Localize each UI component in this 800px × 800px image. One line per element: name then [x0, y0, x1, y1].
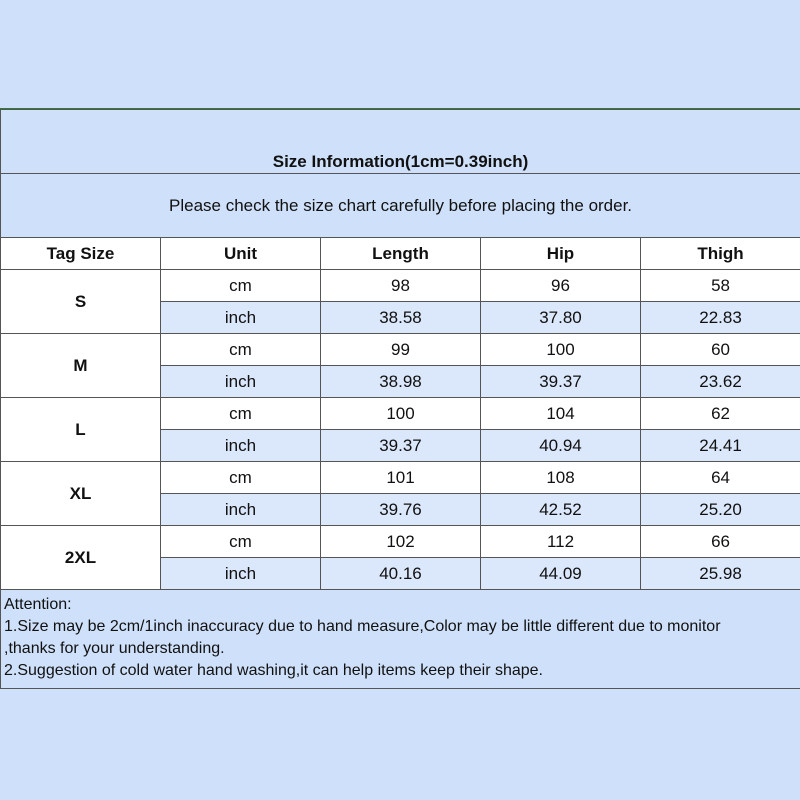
- thigh-cell: 25.20: [641, 494, 800, 526]
- size-tag-cell: M: [1, 334, 161, 398]
- attention-line: 2.Suggestion of cold water hand washing,it can help items keep their shape.: [4, 662, 543, 679]
- length-cell: 101: [321, 462, 481, 494]
- hip-cell: 104: [481, 398, 641, 430]
- thigh-cell: 24.41: [641, 430, 800, 462]
- length-cell: 98: [321, 270, 481, 302]
- notice-text: Please check the size chart carefully before placing the order.: [1, 174, 800, 238]
- size-tag-cell: S: [1, 270, 161, 334]
- unit-cell: inch: [161, 494, 321, 526]
- thigh-cell: 23.62: [641, 366, 800, 398]
- header-row: [1, 238, 800, 270]
- length-cell: 102: [321, 526, 481, 558]
- attention-heading: Attention:: [4, 596, 72, 613]
- hip-cell: 42.52: [481, 494, 641, 526]
- hip-cell: 39.37: [481, 366, 641, 398]
- header-length: Length: [321, 238, 481, 270]
- unit-cell: inch: [161, 430, 321, 462]
- unit-cell: cm: [161, 270, 321, 302]
- length-cell: 39.37: [321, 430, 481, 462]
- chart-title-cell: [1, 110, 800, 174]
- unit-cell: cm: [161, 526, 321, 558]
- unit-cell: inch: [161, 366, 321, 398]
- unit-cell: cm: [161, 334, 321, 366]
- hip-cell: 37.80: [481, 302, 641, 334]
- header-tag-size: Tag Size: [1, 238, 161, 270]
- hip-cell: 100: [481, 334, 641, 366]
- table-row: [1, 462, 800, 494]
- chart-title: Size Information(1cm=0.39inch): [272, 152, 529, 171]
- table-row: [1, 334, 800, 366]
- unit-cell: cm: [161, 462, 321, 494]
- thigh-cell: 60: [641, 334, 800, 366]
- header-unit: Unit: [161, 238, 321, 270]
- attention-line: ,thanks for your understanding.: [4, 640, 225, 657]
- attention-notes: [1, 590, 800, 689]
- thigh-cell: 62: [641, 398, 800, 430]
- unit-cell: inch: [161, 302, 321, 334]
- hip-cell: 44.09: [481, 558, 641, 590]
- attention-line: 1.Size may be 2cm/1inch inaccuracy due to hand measure,Color may be little different due to monitor: [4, 618, 721, 635]
- hip-cell: 112: [481, 526, 641, 558]
- thigh-cell: 25.98: [641, 558, 800, 590]
- header-thigh: Thigh: [641, 238, 800, 270]
- size-tag-cell: 2XL: [1, 526, 161, 590]
- thigh-cell: 64: [641, 462, 800, 494]
- size-chart-table: [0, 109, 800, 689]
- header-hip: Hip: [481, 238, 641, 270]
- size-tag-cell: XL: [1, 462, 161, 526]
- size-chart-sheet: [0, 108, 800, 689]
- thigh-cell: 58: [641, 270, 800, 302]
- size-tag-cell: L: [1, 398, 161, 462]
- table-row: [1, 398, 800, 430]
- unit-cell: cm: [161, 398, 321, 430]
- hip-cell: 108: [481, 462, 641, 494]
- length-cell: 100: [321, 398, 481, 430]
- length-cell: 39.76: [321, 494, 481, 526]
- length-cell: 40.16: [321, 558, 481, 590]
- thigh-cell: 22.83: [641, 302, 800, 334]
- table-row: [1, 270, 800, 302]
- hip-cell: 96: [481, 270, 641, 302]
- length-cell: 38.58: [321, 302, 481, 334]
- length-cell: 38.98: [321, 366, 481, 398]
- thigh-cell: 66: [641, 526, 800, 558]
- length-cell: 99: [321, 334, 481, 366]
- table-row: [1, 526, 800, 558]
- unit-cell: inch: [161, 558, 321, 590]
- hip-cell: 40.94: [481, 430, 641, 462]
